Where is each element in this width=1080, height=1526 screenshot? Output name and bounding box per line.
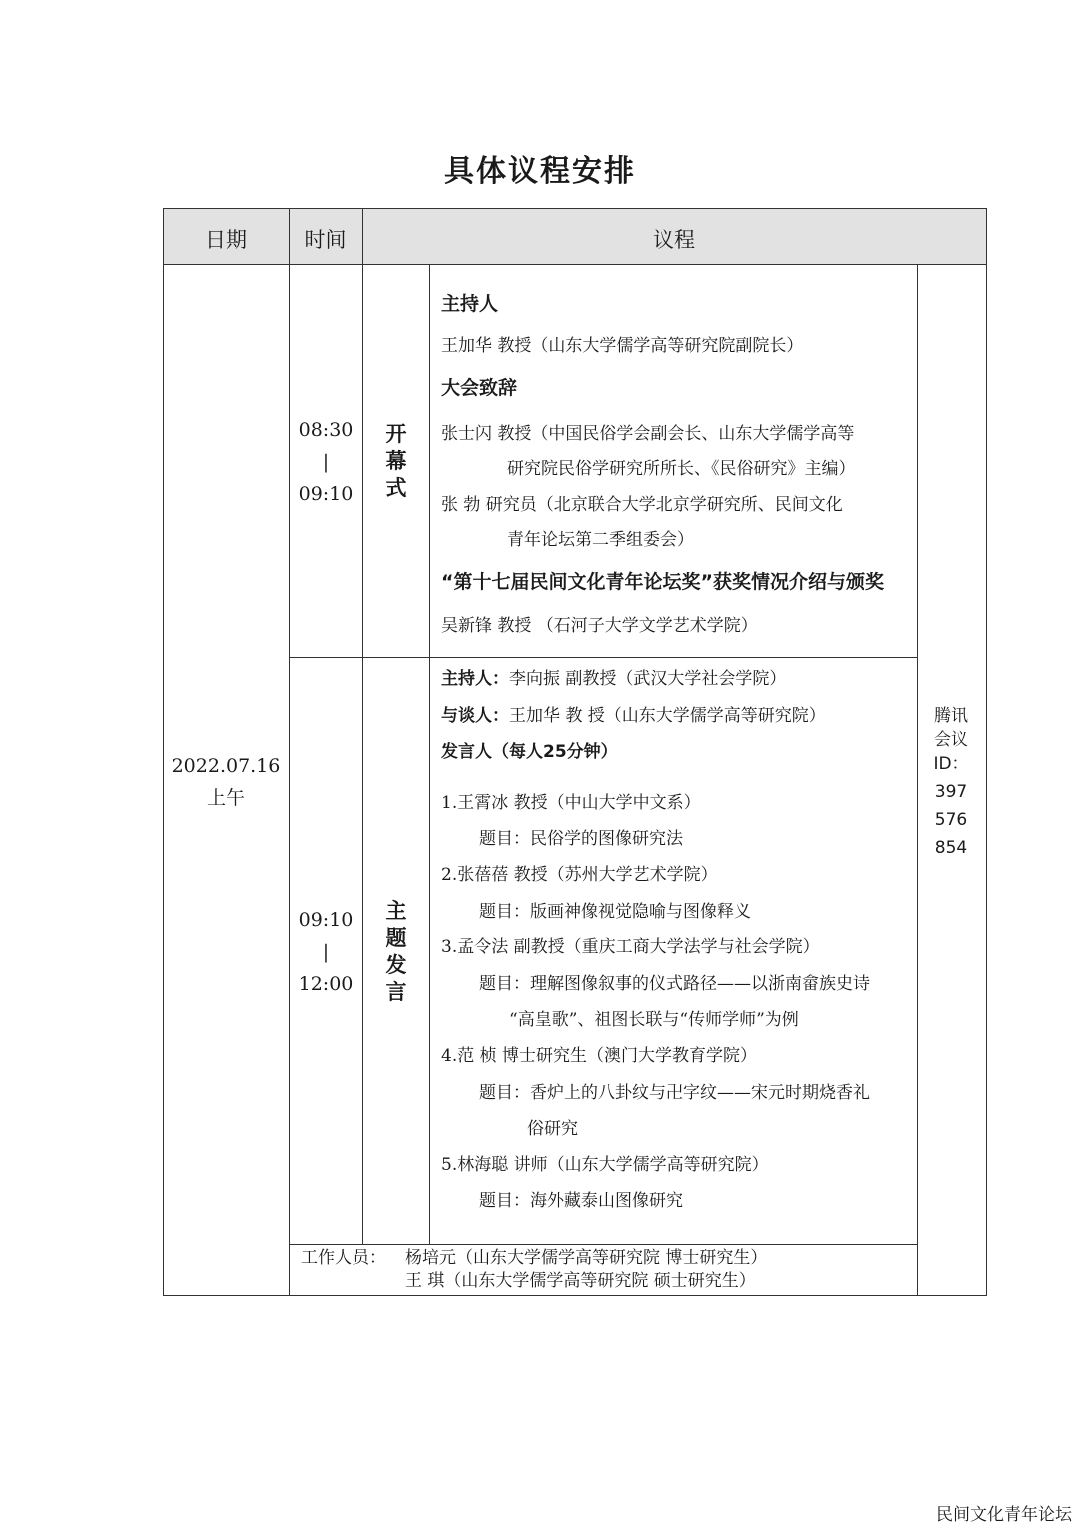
session2-name-char: 发 (385, 953, 407, 977)
staff-member-1: 杨培元（山东大学儒学高等研究院 博士研究生） (405, 1248, 768, 1268)
speaker-4-topic-l2: 俗研究 (527, 1119, 578, 1139)
session1-time (290, 414, 362, 510)
session1-speaker1-l1: 张士闪 教授（中国民俗学会副会长、山东大学儒学高等 (441, 424, 855, 444)
session2-speakers-title: 发言人（每人25分钟） (441, 742, 618, 762)
session2-discussant: 王加华 教 授（山东大学儒学高等研究院） (509, 706, 826, 726)
session1-name (363, 421, 429, 502)
meeting-id-note (918, 702, 984, 862)
speaker-3-topic-l1: 题目：理解图像叙事的仪式路径——以浙南畲族史诗 (479, 974, 870, 994)
session1-speaker2-l2: 青年论坛第二季组委会） (507, 530, 694, 550)
header-agenda: 议程 (653, 228, 695, 252)
session1-time-start: 08:30 (298, 419, 354, 441)
speaker-2: 2.张蓓蓓 教授（苏州大学艺术学院） (441, 865, 718, 885)
session2-time-sep: | (322, 941, 330, 963)
session2-name (363, 898, 429, 1006)
speaker-3-topic-l2: “高皇歌”、祖图长联与“传师学师”为例 (509, 1010, 799, 1030)
page-title: 具体议程安排 (444, 154, 636, 189)
session2-time-end: 12:00 (298, 973, 354, 995)
session2-discussant-label: 与谈人： (441, 706, 509, 726)
side-line-4: 397 (934, 782, 968, 802)
speaker-3: 3.孟令法 副教授（重庆工商大学法学与社会学院） (441, 937, 820, 957)
date-cell (163, 750, 289, 814)
header-time: 时间 (304, 228, 347, 252)
side-line-2: 会议 (934, 730, 968, 750)
session1-time-sep: | (322, 451, 330, 473)
session2-name-char: 题 (385, 926, 407, 950)
session1-award-title: “第十七届民间文化青年论坛奖”获奖情况介绍与颁奖 (441, 571, 884, 593)
staff-label: 工作人员： (301, 1248, 386, 1268)
session1-speech-title: 大会致辞 (441, 377, 518, 399)
session2-host: 李向振 副教授（武汉大学社会学院） (509, 669, 787, 689)
session2-name-char: 言 (385, 980, 407, 1004)
session1-name-char: 幕 (385, 449, 407, 473)
session2-host-label: 主持人： (441, 669, 509, 689)
staff-member-2: 王 琪（山东大学儒学高等研究院 硕士研究生） (405, 1271, 756, 1291)
session1-award-person: 吴新锋 教授 （石河子大学文学艺术学院） (441, 616, 758, 636)
session2-time-start: 09:10 (298, 909, 354, 931)
side-line-1: 腾讯 (934, 706, 968, 726)
speaker-4-topic-l1: 题目：香炉上的八卦纹与卍字纹——宋元时期烧香礼 (479, 1083, 870, 1103)
footer-source: 民间文化青年论坛 (936, 1505, 1072, 1525)
session2-name-char: 主 (385, 899, 407, 923)
session1-name-char: 开 (385, 422, 407, 446)
session1-host-title: 主持人 (441, 293, 499, 315)
session1-name-char: 式 (385, 476, 407, 500)
speaker-2-topic: 题目：版画神像视觉隐喻与图像释义 (479, 902, 751, 922)
speaker-5-topic: 题目：海外藏泰山图像研究 (479, 1191, 683, 1211)
session2-host-row (441, 669, 786, 689)
session1-time-end: 09:10 (298, 483, 354, 505)
session2-discussant-row (441, 706, 826, 726)
speaker-1-topic: 题目：民俗学的图像研究法 (479, 829, 683, 849)
session1-speaker2-l1: 张 勃 研究员（北京联合大学北京学研究所、民间文化 (441, 495, 843, 515)
side-line-6: 854 (934, 838, 968, 858)
header-date: 日期 (205, 228, 247, 252)
session1-host: 王加华 教授（山东大学儒学高等研究院副院长） (441, 336, 804, 356)
session1-speaker1-l2: 研究院民俗学研究所所长、《民俗研究》主编） (507, 459, 856, 479)
side-line-5: 576 (934, 810, 968, 830)
date-period: 上午 (206, 787, 245, 809)
side-line-3: ID： (933, 754, 969, 774)
speaker-1: 1.王霄冰 教授（中山大学中文系） (441, 793, 701, 813)
session2-time (290, 904, 362, 1000)
speaker-4: 4.范 桢 博士研究生（澳门大学教育学院） (441, 1046, 758, 1066)
date-day: 2022.07.16 (171, 755, 281, 777)
speaker-5: 5.林海聪 讲师（山东大学儒学高等研究院） (441, 1155, 769, 1175)
